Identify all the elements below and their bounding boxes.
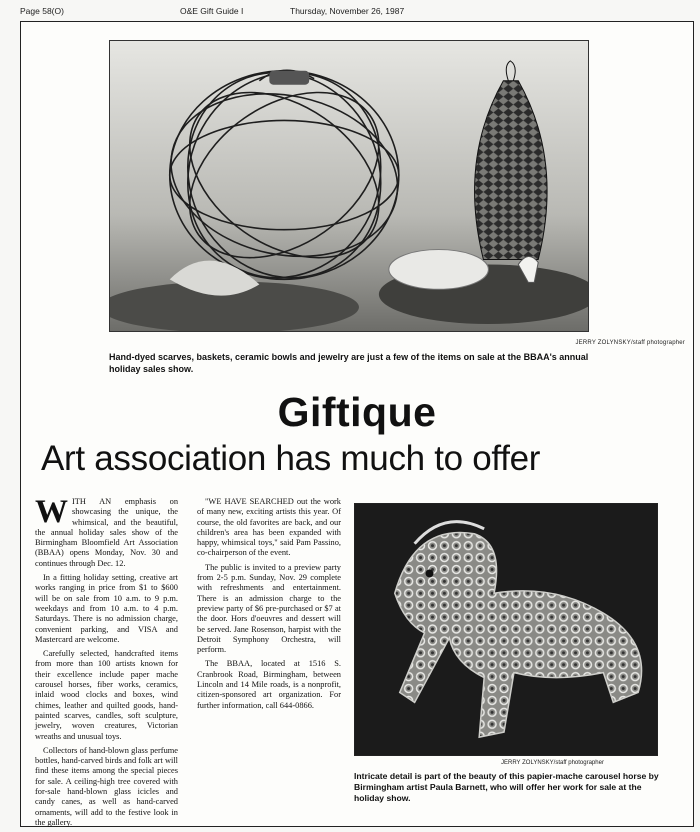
article-paragraph-6: The public is invited to a preview party from 2-5 p.m. Sunday, Nov. 29 complete with refreshments and entertainment. There is an admission charge to the preview party of $6 pre-purchased or $7 at the door. Hors d'oeuvres and dessert will be served. Jane Rosenson, harpist with the Detroit Symphony Orchestra, will perform. <box>197 562 341 655</box>
top-photo-credit: JERRY ZOLYNSKY/staff photographer <box>575 340 685 346</box>
headline-subtitle: Art association has much to offer <box>41 439 541 478</box>
article-paragraph-7: The BBAA, located at 1516 S. Cranbrook Road, Birmingham, between Lincoln and 14 Mile roads, is a nonprofit, citizen-sponsored art organization. For further information, call 644-0866. <box>197 659 341 710</box>
top-photo <box>109 40 589 332</box>
page-number: Page 58(O) <box>20 6 64 16</box>
top-photo-caption: Hand-dyed scarves, baskets, ceramic bowls and jewelry are just a few of the items on sale at the BBAA's annual holiday sales show. <box>109 352 589 374</box>
paragraph-1-text: emphasis on showcasing the unique, the whimsical, and the beautiful, the annual holiday sales show of the Birmingham Bloomfield Art Association (BBAA) opens Monday, Nov. 30 and continues through Dec. 12. <box>35 497 179 568</box>
section-name: O&E Gift Guide I <box>180 6 244 16</box>
article-paragraph-5: "WE HAVE SEARCHED out the work of many new, exciting artists this year. Of course, the old favorites are back, and our children's area has been expanded with happy, whimsical toys," said Pam Passino, co-chairperson of the event. <box>197 497 341 558</box>
article-paragraph-3: Carefully selected, handcrafted items from more than 100 artists known for their excellence include paper mache carousel horses, fiber works, ceramics, inlaid wood clocks and boxes, wind chimes, leather and quilted goods, hand-painted scarves, candles, soft sculpture, jewelry, woven creatures, Victorian wreaths and unusual toys. <box>35 649 178 741</box>
article-column-1 <box>35 494 179 832</box>
article-frame <box>20 21 694 827</box>
baskets-photo-image <box>110 41 588 331</box>
carousel-horse-image <box>355 504 657 755</box>
lead-in: ITH AN <box>72 497 112 506</box>
article-paragraph-4: Collectors of hand-blown glass perfume bottles, hand-carved birds and folk art will find these items among the special pieces for sale. A ceiling-high tree covered with for-sale hand-blown glass icicles and candy canes, as well as hand-carved ornaments, will add to the festive look in the gallery. <box>35 745 178 827</box>
article-column-2 <box>197 497 341 715</box>
article-paragraph-1 <box>35 494 179 569</box>
article-paragraph-2: In a fitting holiday setting, creative art works ranging in price from $1 to $600 will be on sale from 10 a.m. to 9 p.m. weekdays and from 10 a.m. to 4 p.m. Saturdays. There is no admission charge, convenient parking, and VISA and Mastercard are welcome. <box>35 573 178 644</box>
right-photo <box>354 503 658 756</box>
drop-cap: W <box>35 494 68 530</box>
right-photo-caption: Intricate detail is part of the beauty of this papier-mache carousel horse by Birmingham artist Paula Barnett, who will offer her work for sale at the holiday show. <box>354 771 659 803</box>
headline-title: Giftique <box>277 389 437 435</box>
right-photo-credit: JERRY ZOLYNSKY/staff photographer <box>501 760 604 766</box>
publication-date: Thursday, November 26, 1987 <box>290 6 405 16</box>
page-header <box>20 4 686 20</box>
